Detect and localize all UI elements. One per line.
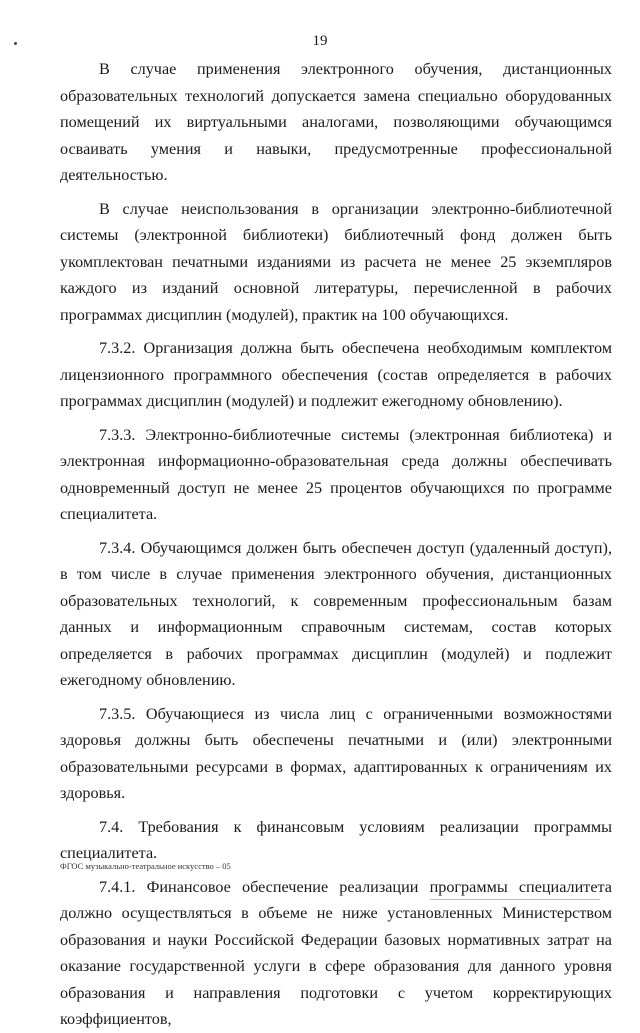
page-number: 19	[312, 33, 328, 49]
paragraph: 7.4. Требования к финансовым условиям реализации программы специалитета.	[60, 817, 612, 862]
paragraph: 7.4.1. Финансовое обеспечение реализации программы специалитета должно осуществляться в объеме не ниже установленных Министерством образования и науки Российской Федерации базовых нормативных затрат на оказание государственной услуги в сфере образования для данного уровня образования и направления подготовки с учетом корректирующих коэффициентов,	[60, 877, 612, 1028]
paragraph: В случае неиспользования в организации электронно-библиотечной системы (электронной библиотеки) библиотечный фонд должен быть укомплектован печатными изданиями из расчета не менее 25 экземпляров каждого из изданий основной литературы, перечисленной в рабочих программах дисциплин (модулей), практик на 100 обучающихся.	[60, 199, 612, 324]
paragraph: 7.3.4. Обучающимся должен быть обеспечен доступ (удаленный доступ), в том числе в случае применения электронного обучения, дистанционных образовательных технологий, к современным профессиональным базам данных и информационным справочным системам, состав которых определяется в рабочих программах дисциплин (модулей) и подлежит ежегодному обновлению.	[60, 538, 612, 689]
paragraph: 7.3.2. Организация должна быть обеспечена необходимым комплектом лицензионного программного обеспечения (состав определяется в рабочих программах дисциплин (модулей) и подлежит ежегодному обновлению).	[60, 339, 612, 410]
paragraph: 7.3.5. Обучающиеся из числа лиц с ограниченными возможностями здоровья должны быть обеспечены печатными и (или) электронными образовательными ресурсами в формах, адаптированных к ограничениям их здоровья.	[60, 704, 612, 802]
scan-artifact	[430, 899, 600, 900]
body-text	[60, 56, 612, 1033]
paragraph: В случае применения электронного обучения, дистанционных образовательных технологий допускается замена специально оборудованных помещений их виртуальными аналогами, позволяющими обучающимся осваивать умения и навыки, предусмотренные профессиональной деятельностью.	[60, 60, 612, 184]
paragraph: 7.3.3. Электронно-библиотечные системы (электронная библиотека) и электронная информационно-образовательная среда должны обеспечивать одновременный доступ не менее 25 процентов обучающихся по программе специалитета.	[60, 425, 612, 523]
page-footer: ФГОС музыкально-театральное искусство – 05	[60, 861, 231, 871]
